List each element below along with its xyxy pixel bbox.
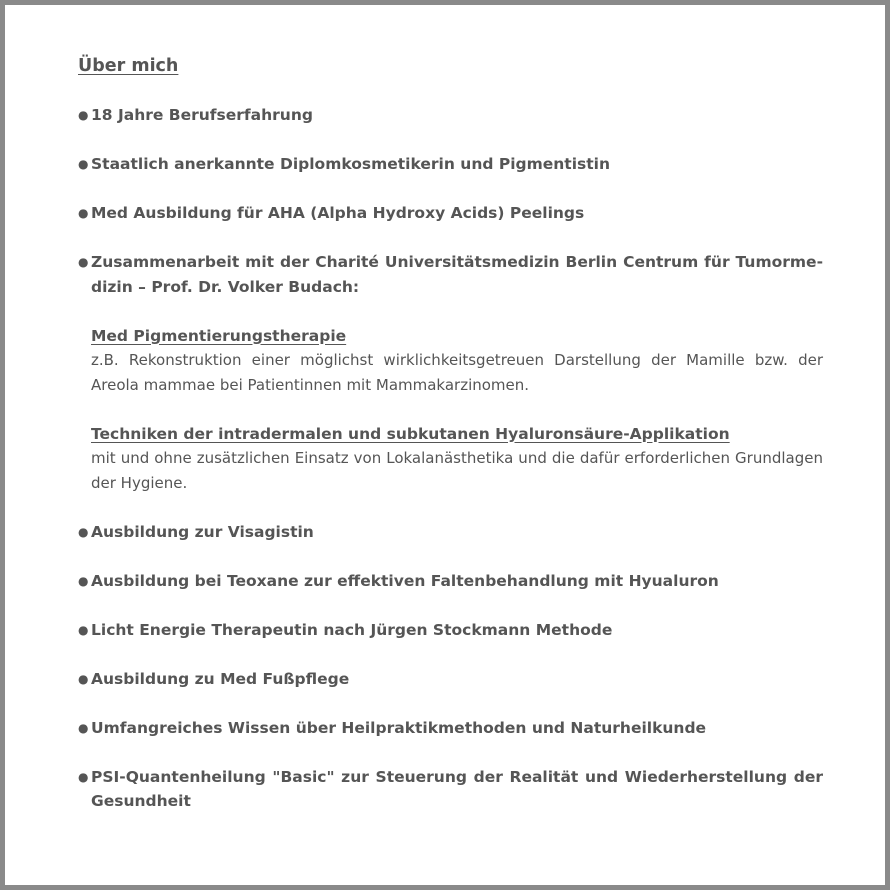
about-section xyxy=(78,54,823,814)
page-title: Über mich xyxy=(78,56,179,76)
bullet-icon: ● xyxy=(78,108,89,122)
list-item-text: Ausbildung zu Med Fußpflege xyxy=(91,669,350,688)
list-item xyxy=(78,152,823,177)
subsection-hyaluron xyxy=(78,422,823,496)
list-item-text: Umfangreiches Wissen über Heilpraktikmethoden und Naturheilkunde xyxy=(91,718,707,737)
bullet-icon: ● xyxy=(78,769,89,784)
bullet-icon: ● xyxy=(78,622,89,637)
list-item xyxy=(78,667,823,692)
subsection-text: z.B. Rekonstruktion einer möglichst wirklichkeitsgetreuen Darstellung der Mamille bzw. der Areola mammae bei Patientinnen mit Mammakarzinomen. xyxy=(91,351,823,394)
list-item-text: Ausbildung zur Visagistin xyxy=(91,522,314,541)
subsection-title: Techniken der intradermalen und subkutanen Hyaluronsäure-Applikation xyxy=(91,424,730,443)
list-item xyxy=(78,716,823,741)
list-item-text: 18 Jahre Berufserfahrung xyxy=(91,106,313,124)
bullet-icon: ● xyxy=(78,573,89,588)
list-item xyxy=(78,201,823,226)
list-item-text: Med Ausbildung für AHA (Alpha Hydroxy Acids) Peelings xyxy=(91,204,585,222)
list-item-text: PSI-Quantenheilung "Basic" zur Steuerung der Realität und Wiederherstellung der Gesundheit xyxy=(91,767,823,810)
list-item-text: Licht Energie Therapeutin nach Jürgen Stockmann Methode xyxy=(91,620,613,639)
list-item-text: Ausbildung bei Teoxane zur effektiven Faltenbehandlung mit Hyualuron xyxy=(91,571,719,590)
list-item xyxy=(78,520,823,545)
bullet-icon: ● xyxy=(78,524,89,539)
subsection-text: mit und ohne zusätzlichen Einsatz von Lokalanästhetika und die dafür erforderlichen Grundlagen der Hygiene. xyxy=(91,449,823,492)
list-item xyxy=(78,569,823,594)
bullet-icon: ● xyxy=(78,255,89,269)
list-item-text: Staatlich anerkannte Diplomkosmetikerin und Pigmentistin xyxy=(91,155,611,173)
list-item xyxy=(78,250,823,299)
qualification-list xyxy=(78,103,823,814)
list-item xyxy=(78,765,823,814)
list-item-text: Zusammenarbeit mit der Charité Universitätsmedizin Berlin Centrum für Tumormedizin – Prof. Dr. Volker Budach: xyxy=(91,253,823,296)
subsection-title: Med Pigmentierungstherapie xyxy=(91,326,347,345)
list-item xyxy=(78,103,823,128)
bullet-icon: ● xyxy=(78,157,89,171)
subsection-pigmentation xyxy=(78,324,823,398)
bullet-icon: ● xyxy=(78,206,89,220)
bullet-icon: ● xyxy=(78,671,89,686)
subsection-group xyxy=(78,324,823,496)
bullet-icon: ● xyxy=(78,720,89,735)
list-item xyxy=(78,618,823,643)
